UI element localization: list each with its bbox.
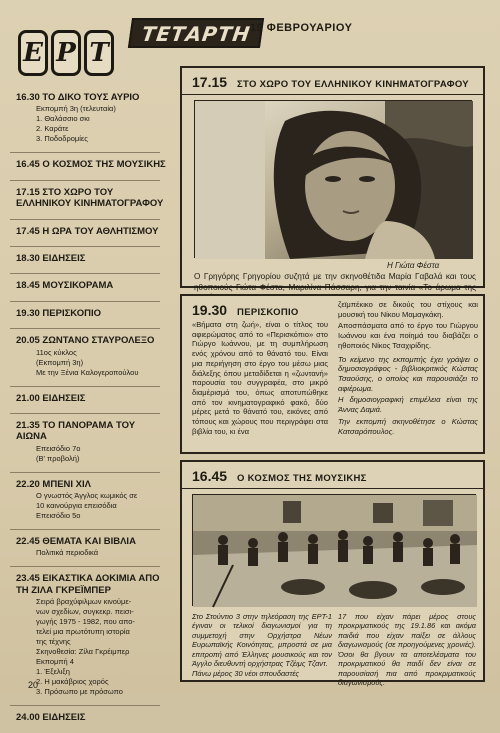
schedule-time: 22.20 — [16, 478, 40, 490]
schedule-program-name: ΤΟ ΠΑΝΟΡΑΜΑ ΤΟΥ ΑΙΩΝΑ — [16, 419, 136, 443]
panel-description: Ο Γρηγόρης Γρηγορίου συζητά με την σκηνοθέτιδα Μαρία Γαβαλά και τους ηθοποιούς Γιώτα Φέστα, Μαριλίνα Πάσσαρη, για την ταινία «Το άρωμα της — [194, 272, 476, 292]
panel-title: ΠΕΡΙΣΚΟΠΙΟ — [237, 307, 299, 318]
schedule-item-detail: 10 καινούργια επεισόδια — [36, 501, 117, 511]
schedule-program-name: Η ΩΡΑ ΤΟΥ ΑΘΛΗΤΙΣΜΟΥ — [42, 225, 159, 237]
schedule-item — [10, 308, 168, 319]
schedule-item — [10, 712, 168, 723]
schedule-item-detail: 3. Πρόσωπο με πρόσωπο — [36, 687, 123, 697]
schedule-item-detail: Επεισόδιο 7ο — [36, 443, 81, 453]
actress-photo — [194, 100, 472, 258]
schedule-item-detail: 1. Θαλάσσιο σκι — [36, 114, 90, 124]
schedule-program-name: ΘΕΜΑΤΑ ΚΑΙ ΒΙΒΛΙΑ — [42, 536, 136, 548]
schedule-item-title — [16, 280, 168, 291]
schedule-item — [10, 335, 168, 376]
schedule-item — [10, 393, 168, 404]
schedule-item-detail: 11ος κύκλος — [36, 347, 77, 357]
schedule-time: 18.30 — [16, 252, 40, 264]
schedule-program-name: ΠΕΡΙΣΚΟΠΙΟ — [42, 307, 101, 319]
panel-header — [182, 462, 483, 489]
schedule-item-detail: 1. Έξελιξη — [36, 667, 70, 677]
schedule-item — [10, 479, 168, 520]
schedule-item-detail: τελεί μια πρωτότυπη ιστορία — [36, 627, 130, 637]
schedule-program-name: ΕΙΔΗΣΕΙΣ — [42, 392, 86, 404]
schedule-list — [10, 92, 168, 733]
schedule-program-name: ΣΤΟ ΧΩΡΟ ΤΟΥ ΕΛΛΗΝΙΚΟΥ ΚΙΝΗΜΑΤΟΓΡΑΦΟΥ — [16, 186, 164, 210]
schedule-time: 18.45 — [16, 280, 40, 292]
schedule-item — [10, 420, 168, 463]
schedule-program-name: ΤΟ ΔΙΚΟ ΤΟΥΣ ΑΥΡΙΟ — [42, 92, 140, 103]
schedule-item-title — [16, 393, 168, 404]
logo-letter: Ρ — [51, 30, 81, 76]
panel-column-2: 17 που είχαν πάρει μέρος στους προκριματικούς της 19.1.86 και ακόμα παιδιά που είχαν παίξει σε άλλους διαγωνισμούς (σε προηγούμενες χρονιές). Όσοι θα βγουν τα αποτελέσματα του προκριματικού θα παιδί δεν είναι σε παρουσίασή πια από προκριματικούς διαγωνισμούς. — [338, 612, 476, 688]
schedule-program-name: ΕΙΚΑΣΤΙΚΑ ΔΟΚΙΜΙΑ ΑΠΟ ΤΗ ΖΙΛΑ ΓΚΡΕΪΜΠΕΡ — [16, 573, 160, 596]
schedule-item-title — [16, 253, 168, 264]
panel-time: 16.45 — [192, 468, 228, 484]
col2-para: ζεϊμπέκικο σε δικούς του στίχους και μουσική του Νίκου Μαμαγκάκη. — [338, 300, 478, 319]
program-panel-periscope — [180, 294, 485, 454]
photo-caption: Η Γιώτα Φέστα — [387, 261, 440, 270]
panel-title: ΣΤΟ ΧΩΡΟ ΤΟΥ ΕΛΛΗΝΙΚΟΥ ΚΙΝΗΜΑΤΟΓΡΑΦΟΥ — [237, 79, 469, 90]
schedule-divider — [10, 413, 160, 414]
schedule-item-title — [16, 536, 168, 547]
schedule-item-detail: Εκπομπή 3η (τελευταία) — [36, 104, 116, 114]
schedule-divider — [10, 386, 160, 387]
schedule-program-name: ΜΠΕΝΙ ΧΙΛ — [42, 478, 91, 490]
schedule-time: 24.00 — [16, 712, 40, 724]
page-number: 20 — [28, 680, 39, 690]
schedule-item-detail: γωγής 1975 - 1982, που απο- — [36, 617, 135, 627]
schedule-item-detail: της τέχνης — [36, 637, 71, 647]
portrait-illustration — [195, 101, 473, 259]
schedule-time: 17.15 — [16, 186, 40, 198]
orchestra-photo — [192, 494, 476, 606]
col2-para: Την εκπομπή σκηνοθέτησε ο Κώστας Κατσαρόπουλος. — [338, 416, 478, 436]
schedule-time: 16.45 — [16, 159, 40, 171]
col2-para: Η δημοσιογραφική επιμέλεια είναι της Άννας Δαμιά. — [338, 395, 478, 415]
schedule-item — [10, 536, 168, 557]
panel-column-1 — [192, 612, 332, 678]
schedule-item-title — [16, 573, 168, 596]
day-title: ΤΕΤΑΡΤΗ — [128, 18, 265, 48]
logo-letter: Ε — [18, 30, 48, 76]
schedule-item-detail: νων σχεδίων, συγκεκρ. πεισι- — [36, 607, 134, 617]
schedule-item-detail: 3. Ποδοδρομίες — [36, 134, 88, 144]
schedule-divider — [10, 273, 160, 274]
col1-para: Στο Στούντιο 3 στην τηλεόραση της ΕΡΤ-1 έγιναν οι τελικοί διαγωνισμοί για τη συμμετοχή στην Ορχήστρα Νέων Ευρωπαϊκής Κοινότητας, μπροστά σε μια επιτροπή από Έλληνες μουσικούς και τον Άγγλο διευθυντή ορχήστρας Τζέιμς Τζαντ. — [192, 612, 332, 669]
panel-time: 19.30 — [192, 302, 228, 318]
col2-para: Το κείμενο της εκπομπής έχει γράψει ο δημοσιογράφος - βιβλιοκριτικός Κώστας Τσαούσης, ο οποίος και παρουσιάζει το αφιέρωμα. — [338, 354, 478, 393]
orchestra-illustration — [193, 495, 477, 607]
schedule-item-title — [16, 712, 168, 723]
schedule-program-name: ΜΟΥΣΙΚΟΡΑΜΑ — [42, 280, 114, 292]
schedule-item — [10, 159, 168, 170]
schedule-time: 21.35 — [16, 419, 40, 431]
schedule-item — [10, 187, 168, 210]
panel-column-1: «Βήματα στη ζωή», είναι ο τίτλος του αφιερώματος από το «Περισκόπιο» στο Γιώργο Ιωάννου, με τη συμπλήρωση ενός χρόνου από το θάνατό του. Είναι μια περιήγηση στο έργο του μέσω μιας διάλεξης όπου μεταδίδεται η «ζωντανή» παρουσία του συγγραφέα, στο μικρό διαμέρισμά του, όπως αποτυπώθηκε από τον κινηματογραφικό φακό, δύο μέρες μετά το θάνατό του, εικόνες από τόπους και χώρους που περιγράφει στα βιβλία του, κι ένα — [192, 320, 328, 436]
schedule-program-name: ΕΙΔΗΣΕΙΣ — [42, 252, 86, 264]
schedule-divider — [10, 152, 160, 153]
date-label: 19 ΦΕΒΡΟΥΑΡΙΟΥ — [250, 22, 353, 34]
schedule-item-detail: Με την Ξένια Καλογεροπούλου — [36, 367, 139, 377]
schedule-item-detail: (Εκπομπή 3η) — [36, 357, 84, 367]
schedule-item-title — [16, 187, 168, 210]
schedule-time: 17.45 — [16, 225, 40, 237]
schedule-time: 23.45 — [16, 573, 40, 585]
panel-title: Ο ΚΟΣΜΟΣ ΤΗΣ ΜΟΥΣΙΚΗΣ — [237, 473, 367, 484]
schedule-item-title — [16, 335, 168, 346]
schedule-item — [10, 253, 168, 264]
schedule-item-detail: (Β' προβολή) — [36, 453, 80, 463]
program-panel-music — [180, 460, 485, 688]
schedule-item-detail: Σκηνοθεσία: Ζίλα Γκρέιμπερ — [36, 647, 130, 657]
schedule-item-detail: Εκπομπή 4 — [36, 657, 74, 667]
schedule-time: 16.30 — [16, 92, 40, 103]
panel-column-2 — [338, 300, 478, 436]
schedule-divider — [10, 301, 160, 302]
schedule-item-title — [16, 159, 168, 170]
schedule-item-detail: Πολιτικά περιοδικά — [36, 548, 99, 558]
schedule-divider — [10, 219, 160, 220]
schedule-program-name: Ο ΚΟΣΜΟΣ ΤΗΣ ΜΟΥΣΙΚΗΣ — [42, 159, 166, 171]
logo-letter: Τ — [84, 30, 114, 76]
schedule-program-name: ΕΙΔΗΣΕΙΣ — [42, 712, 86, 724]
schedule-item-title — [16, 308, 168, 319]
schedule-item — [10, 280, 168, 291]
schedule-time: 19.30 — [16, 307, 40, 319]
schedule-item-title — [16, 479, 168, 490]
schedule-divider — [10, 529, 160, 530]
schedule-item — [10, 226, 168, 237]
panel-header — [182, 68, 483, 95]
schedule-program-name: ΖΩΝΤΑΝΟ ΣΤΑΥΡΟΛΕΞΟ — [42, 335, 155, 347]
schedule-divider — [10, 328, 160, 329]
ert-logo — [18, 30, 114, 76]
schedule-time: 22.45 — [16, 536, 40, 548]
schedule-item-detail: Σειρά βραχύφιλμων κινούμε- — [36, 597, 132, 607]
schedule-item-title — [16, 420, 168, 443]
schedule-divider — [10, 180, 160, 181]
schedule-divider — [10, 472, 160, 473]
col2-para: Αποσπάσματα από το έργο του Γιώργου Ιωάννου και ένα ποίημά του διαβάζει ο ηθοποιός Νίκος Τσαχιρίδης. — [338, 321, 478, 350]
panel-header — [182, 296, 322, 322]
schedule-divider — [10, 566, 160, 567]
schedule-item-title — [16, 226, 168, 237]
schedule-time: 21.00 — [16, 392, 40, 404]
schedule-item — [10, 92, 168, 143]
schedule-divider — [10, 705, 160, 706]
col1-para: Πάνω μέρος 30 νέοι σπουδαστές — [192, 668, 300, 678]
program-panel-cinema — [180, 66, 485, 292]
panel-time: 17.15 — [192, 74, 228, 90]
schedule-divider — [10, 246, 160, 247]
schedule-item-detail: Επεισόδιο 5ο — [36, 511, 81, 521]
schedule-item — [10, 573, 168, 696]
schedule-item-title — [16, 92, 168, 103]
schedule-time: 20.05 — [16, 335, 40, 347]
schedule-item-detail: Ο γνωστός Άγγλος κωμικός σε — [36, 491, 138, 501]
schedule-item-detail: 2. Η μακάβριος χορός — [36, 677, 109, 687]
schedule-item-detail: 2. Καράτε — [36, 124, 69, 134]
